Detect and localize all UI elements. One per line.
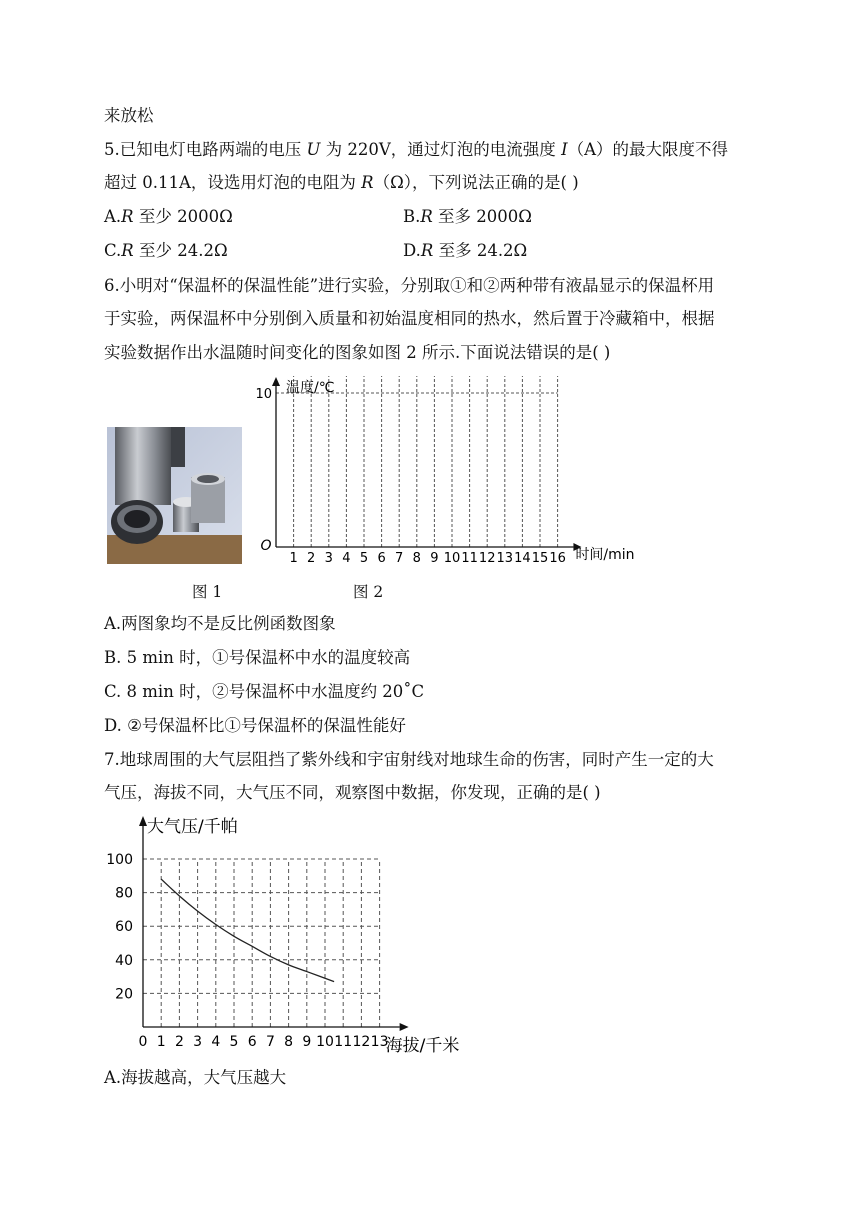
x-tick-label: 15	[531, 551, 549, 566]
q5-option-d-prefix: D.	[403, 241, 421, 260]
figure-2-caption: 图 2	[353, 583, 384, 601]
y-axis-label: 大气压/千帕	[147, 817, 238, 837]
q5-option-d-var: R	[420, 241, 434, 260]
q5-option-a-text: 至少 2000Ω	[133, 207, 233, 226]
x-tick-label: 8	[284, 1034, 294, 1050]
q5-var-i: I	[561, 140, 568, 159]
y-tick-label: 80	[115, 885, 133, 902]
x-tick-label: 4	[211, 1034, 221, 1050]
x-tick-label: 7	[395, 551, 404, 566]
x-tick-label: 5	[229, 1034, 239, 1050]
figure-1-caption: 图 1	[192, 583, 223, 601]
x-tick-label: 10	[316, 1034, 334, 1050]
x-tick-label: 10	[443, 551, 461, 566]
q5-option-b-prefix: B.	[403, 207, 421, 226]
x-tick-label: 1	[289, 551, 298, 566]
thermos-photo	[107, 427, 242, 564]
origin-label: O	[260, 538, 272, 554]
q5-option-c-text: 至少 24.2Ω	[133, 241, 228, 260]
x-tick-label: 11	[461, 551, 478, 566]
x-axis-label: 时间/min	[575, 547, 635, 563]
question-6-line-3: 实验数据作出水温随时间变化的图象如图 2 所示.下面说法错误的是( )	[104, 343, 611, 362]
q5-option-b	[403, 207, 532, 227]
q6-option-c: C. 8 min 时，②号保温杯中水温度约 20˚C	[104, 682, 425, 701]
q5-option-b-text: 至多 2000Ω	[432, 207, 532, 226]
x-tick-label: 9	[302, 1034, 312, 1050]
x-tick-label: 13	[370, 1034, 389, 1050]
q5-var-r: R	[361, 173, 374, 192]
x-axis-label: 海拔/千米	[385, 1036, 460, 1056]
x-tick-label: 4	[342, 551, 351, 566]
question-6-line-2: 于实验，两保温杯中分别倒入质量和初始温度相同的热水，然后置于冷藏箱中，根据	[104, 309, 715, 328]
q6-option-d: D. ②号保温杯比①号保温杯的保温性能好	[104, 716, 406, 735]
q5-option-a-prefix: A.	[104, 207, 122, 226]
q5-option-c	[104, 241, 228, 261]
y-axis-arrow	[139, 816, 147, 826]
y-tick-label: 60	[115, 919, 133, 936]
pressure-chart	[95, 808, 495, 1058]
x-tick-label: 5	[359, 551, 369, 566]
q5-option-a	[104, 207, 233, 227]
question-5-line-2	[104, 173, 579, 193]
x-tick-label: 12	[352, 1034, 371, 1050]
y-tick-label: 10	[255, 387, 272, 402]
question-6-line-1: 6.小明对“保温杯的保温性能”进行实验，分别取①和②两种带有液晶显示的保温杯用	[104, 276, 715, 295]
x-tick-label: 14	[514, 551, 531, 566]
x-axis-arrow	[400, 1023, 409, 1031]
y-axis-arrow	[272, 377, 280, 386]
temperature-chart	[250, 376, 650, 572]
x-tick-label: 13	[496, 551, 514, 566]
x-tick-label: 3	[324, 551, 333, 566]
y-axis-label: 温度/℃	[286, 380, 335, 396]
x-tick-label: 12	[478, 551, 496, 566]
x-tick-label: 2	[307, 551, 316, 566]
q5-option-d	[403, 241, 527, 261]
y-tick-label: 100	[106, 852, 133, 868]
q5-text-a: 5.已知电灯电路两端的电压	[104, 140, 307, 159]
x-tick-label: 11	[334, 1034, 353, 1050]
q5-var-u: U	[306, 140, 321, 159]
y-tick-label: 40	[115, 952, 133, 969]
q5-option-c-prefix: C.	[104, 241, 122, 260]
q5-option-d-text: 至多 24.2Ω	[433, 241, 528, 260]
q5-option-c-var: R	[121, 241, 134, 260]
x-tick-label: 8	[412, 551, 421, 566]
x-tick-label: 0	[138, 1034, 148, 1050]
q7-option-a: A.海拔越高，大气压越大	[104, 1068, 287, 1087]
q5-text-c: （A）的最大限度不得	[567, 140, 729, 159]
x-tick-label: 1	[156, 1034, 166, 1050]
x-tick-label: 6	[247, 1034, 257, 1050]
x-tick-label: 3	[193, 1034, 203, 1050]
question-7-line-2: 气压，海拔不同，大气压不同，观察图中数据，你发现，正确的是( )	[104, 783, 601, 802]
q5-option-b-var: R	[420, 207, 433, 226]
q6-option-b: B. 5 min 时，①号保温杯中水的温度较高	[104, 648, 411, 667]
x-tick-label: 7	[265, 1034, 275, 1050]
series-line-1	[161, 879, 334, 981]
x-tick-label: 2	[174, 1034, 184, 1050]
question-7-line-1: 7.地球周围的大气层阻挡了紫外线和宇宙射线对地球生命的伤害，同时产生一定的大	[104, 750, 714, 769]
q5-text-d: 超过 0.11A，设选用灯泡的电阻为	[104, 173, 362, 192]
q5-option-a-var: R	[121, 207, 134, 226]
x-tick-label: 9	[430, 551, 439, 566]
question-5-line-1	[104, 140, 728, 160]
q5-text-e: （Ω），下列说法正确的是( )	[373, 173, 579, 192]
continuation-text: 来放松	[104, 106, 154, 125]
q5-text-b: 为 220V，通过灯泡的电流强度	[320, 140, 562, 159]
y-tick-label: 20	[115, 986, 133, 1003]
x-tick-label: 16	[549, 551, 566, 566]
q6-option-a: A.两图象均不是反比例函数图象	[104, 614, 336, 633]
x-tick-label: 6	[377, 551, 386, 566]
